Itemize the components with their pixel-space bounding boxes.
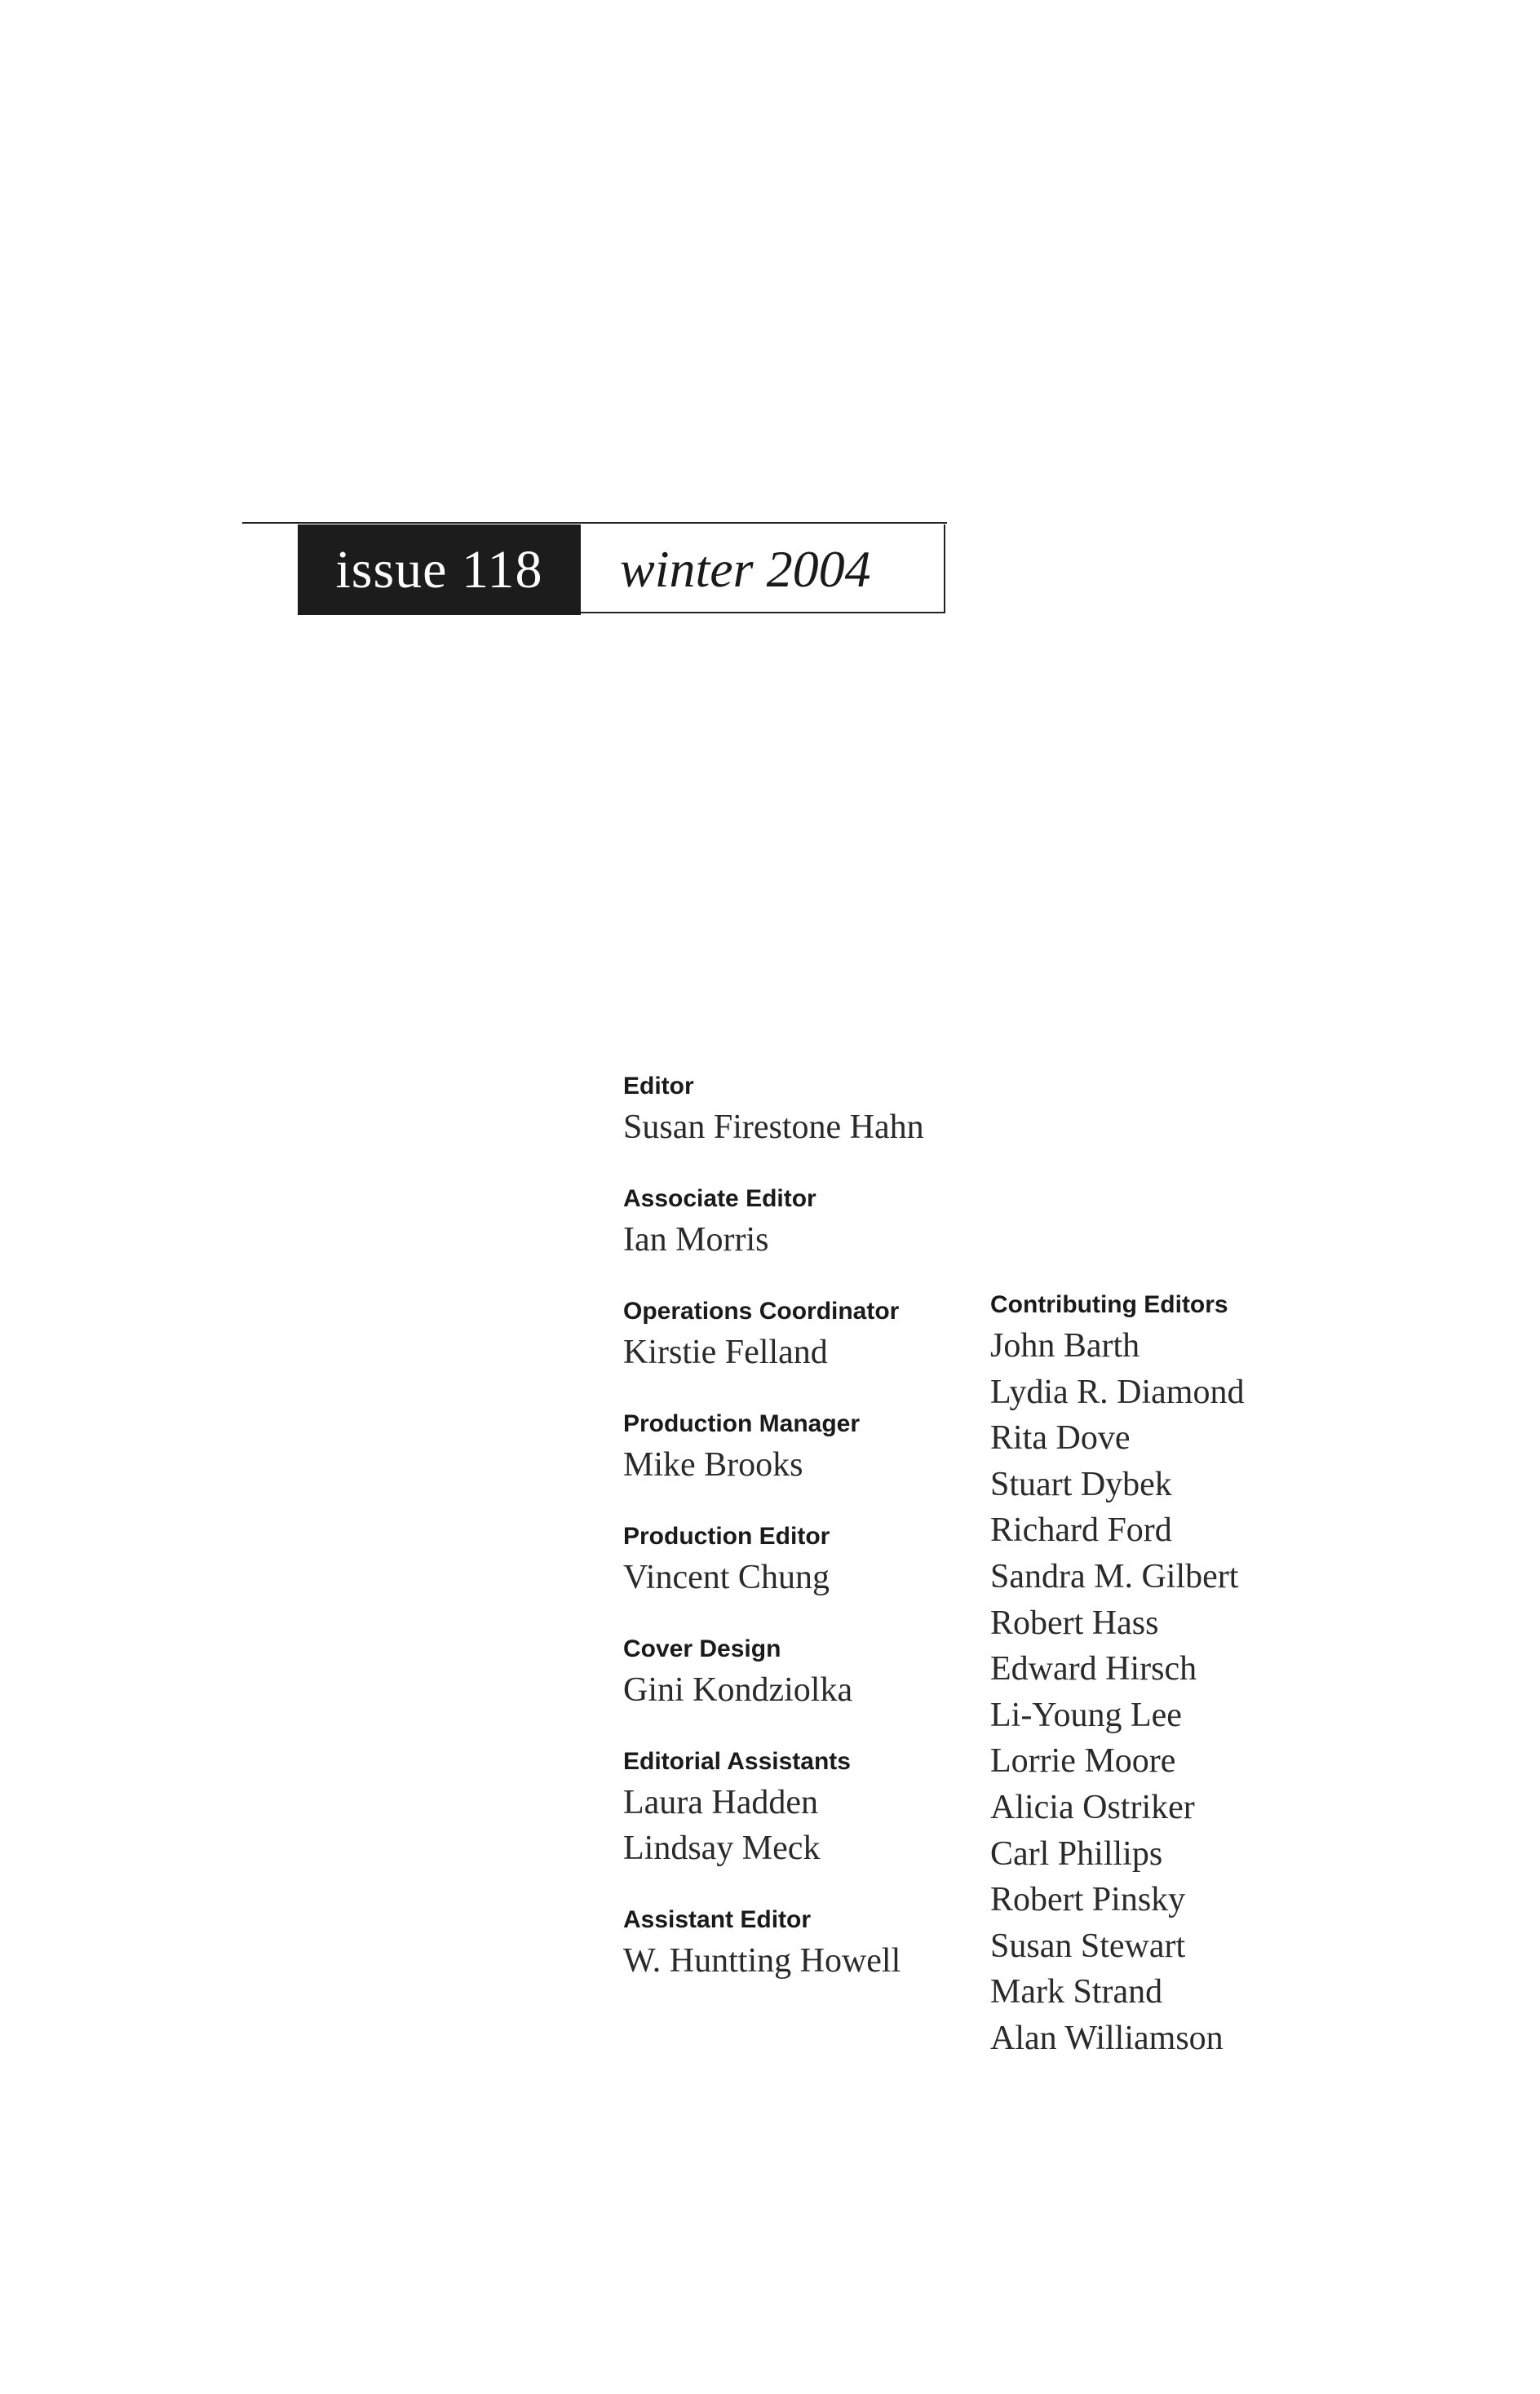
role-label: Assistant Editor	[623, 1906, 812, 1933]
staff-name: Kirstie Felland	[623, 1334, 828, 1371]
masthead-entry-editorial-assistants	[623, 1744, 966, 1871]
role-label: Editorial Assistants	[623, 1748, 851, 1775]
contributing-editor-name: Alan Williamson	[990, 2019, 1224, 2057]
staff-name: Vincent Chung	[623, 1559, 830, 1596]
masthead-entry-associate-editor	[623, 1181, 966, 1263]
contributing-editor-name: Rita Dove	[990, 1419, 1131, 1458]
contributing-editor-name: Robert Pinsky	[990, 1881, 1186, 1919]
staff-name: Gini Kondziolka	[623, 1671, 853, 1709]
staff-name: Susan Firestone Hahn	[623, 1108, 924, 1146]
issue-number-block: issue 118	[298, 524, 581, 615]
contributing-editors-list	[990, 1323, 1333, 2062]
role-label: Operations Coordinator	[623, 1298, 900, 1325]
contributing-editors-column	[990, 1287, 1333, 2062]
masthead-entry-assistant-editor	[623, 1902, 966, 1984]
staff-name: Lindsay Meck	[623, 1830, 821, 1867]
contributing-editor-name: Sandra M. Gilbert	[990, 1557, 1239, 1595]
contributing-editor-name: Carl Phillips	[990, 1834, 1163, 1873]
contributing-editor-name: Stuart Dybek	[990, 1465, 1172, 1503]
role-label: Production Manager	[623, 1410, 861, 1437]
masthead-left-column	[623, 1069, 966, 2015]
role-label: Associate Editor	[623, 1185, 816, 1212]
banner-rule	[242, 522, 947, 524]
staff-name: Laura Hadden	[623, 1784, 819, 1821]
role-label: Production Editor	[623, 1523, 830, 1550]
staff-name: Mike Brooks	[623, 1446, 803, 1484]
staff-name: W. Huntting Howell	[623, 1942, 901, 1980]
issue-season-label: winter 2004	[581, 524, 945, 613]
contributing-editor-name: Edward Hirsch	[990, 1650, 1197, 1688]
contributing-editor-name: Robert Hass	[990, 1604, 1159, 1642]
contributing-editor-name: Lydia R. Diamond	[990, 1373, 1245, 1411]
masthead-entry-operations-coordinator	[623, 1294, 966, 1375]
contributing-editor-name: Susan Stewart	[990, 1927, 1186, 1965]
contributing-editor-name: Mark Strand	[990, 1973, 1163, 2011]
contributing-editor-name: John Barth	[990, 1327, 1140, 1365]
staff-name: Ian Morris	[623, 1221, 769, 1259]
role-label: Contributing Editors	[990, 1291, 1228, 1318]
contributing-editor-name: Lorrie Moore	[990, 1742, 1176, 1781]
role-label: Editor	[623, 1073, 694, 1100]
contributing-editor-name: Richard Ford	[990, 1511, 1172, 1550]
role-label: Cover Design	[623, 1635, 781, 1662]
masthead-entry-editor	[623, 1069, 966, 1150]
contributing-editor-name: Alicia Ostriker	[990, 1788, 1195, 1826]
masthead-entry-production-manager	[623, 1406, 966, 1488]
masthead-entry-cover-design	[623, 1631, 966, 1713]
contributing-editor-name: Li-Young Lee	[990, 1696, 1182, 1734]
masthead-entry-production-editor	[623, 1519, 966, 1600]
